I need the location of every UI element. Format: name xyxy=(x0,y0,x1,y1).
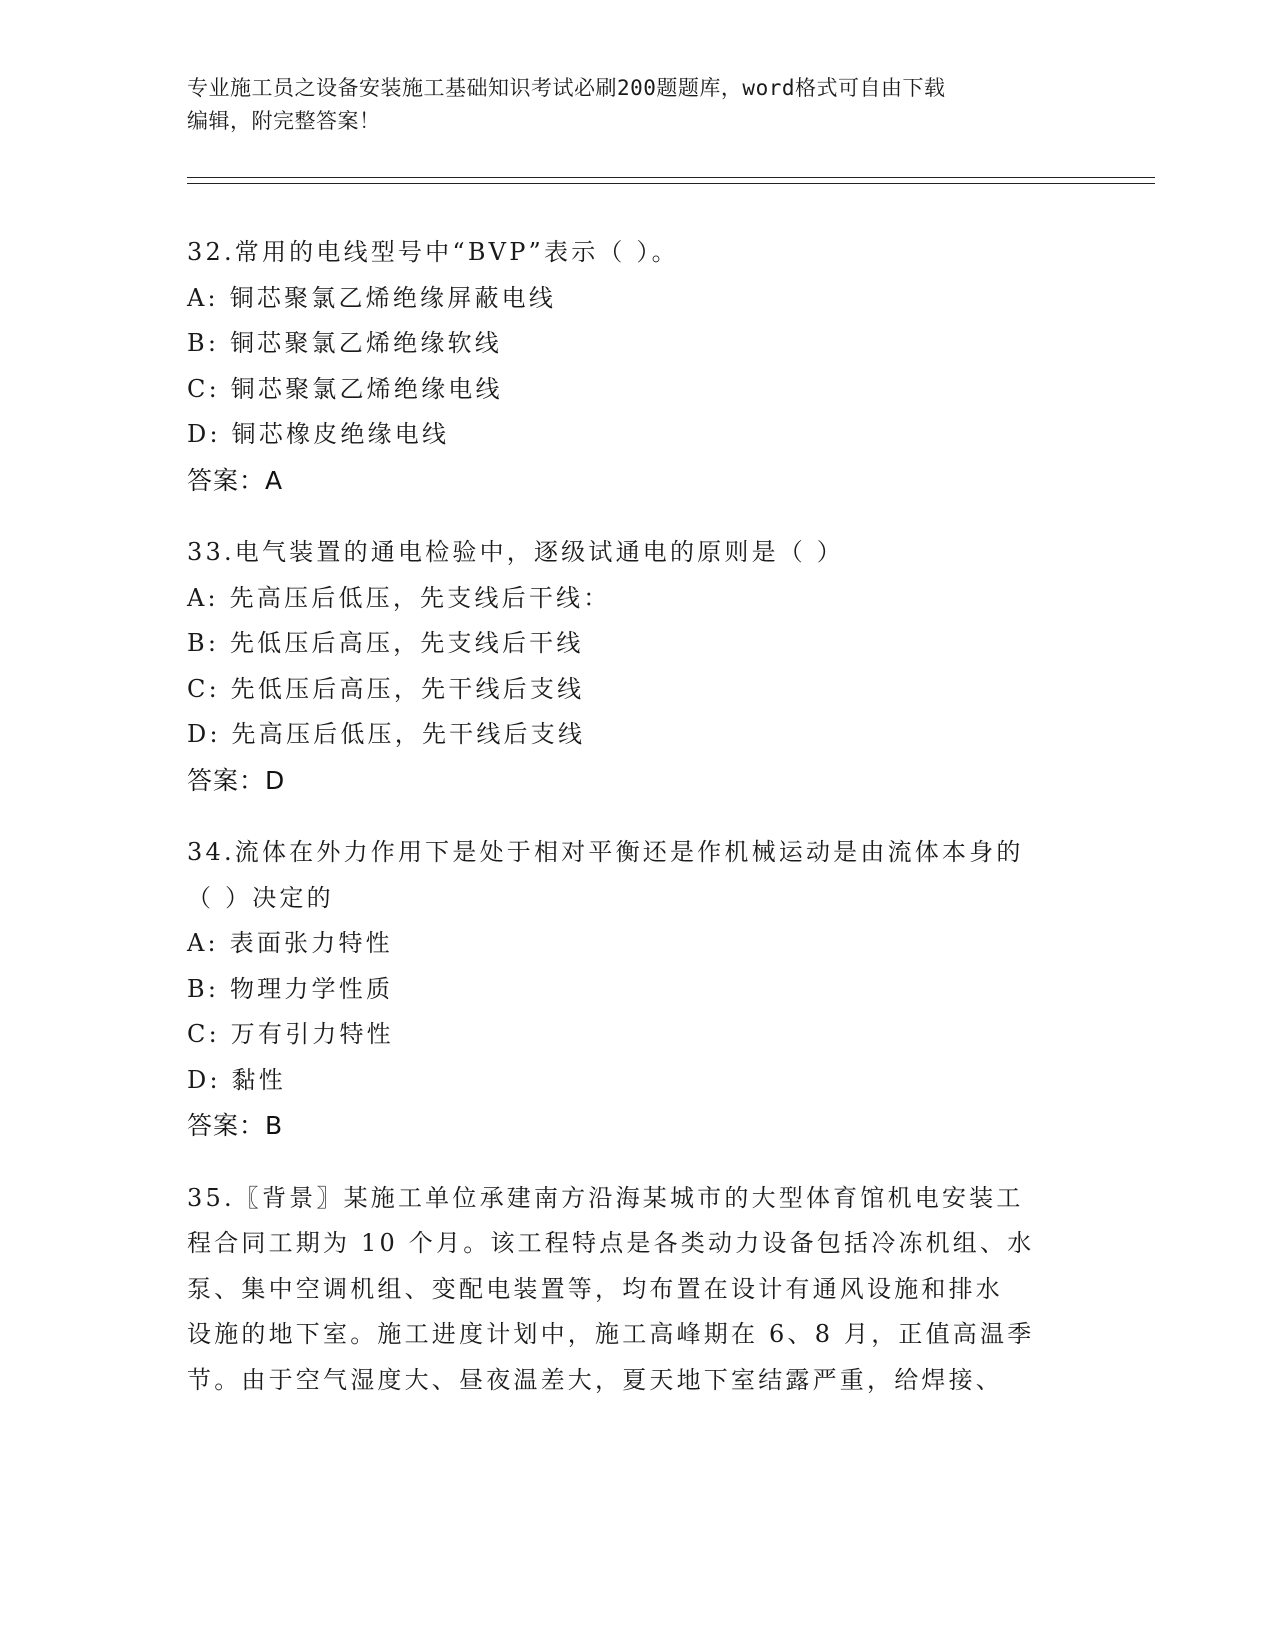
question-stem-line-2: （ ）决定的 xyxy=(187,883,334,912)
option-b: B: 先低压后高压，先支线后干线 xyxy=(187,629,584,657)
option-d: D: 先高压后低压，先干线后支线 xyxy=(187,720,586,748)
question-list xyxy=(187,230,1087,1430)
option-c: C: 先低压后高压，先干线后支线 xyxy=(187,674,585,703)
option-d: D: 铜芯橡皮绝缘电线 xyxy=(187,420,450,448)
question-stem-line-1: 34.流体在外力作用下是处于相对平衡还是作机械运动是由流体本身的 xyxy=(187,838,1024,866)
background-line-3: 泵、集中空调机组、变配电装置等，均布置在设计有通风设施和排水 xyxy=(187,1274,1003,1303)
option-d: D: 黏性 xyxy=(187,1065,286,1094)
question-35 xyxy=(187,1176,1087,1404)
option-b: B: 铜芯聚氯乙烯绝缘软线 xyxy=(187,329,502,357)
answer-label: 答案：B xyxy=(187,1111,284,1140)
option-a: A: 先高压后低压，先支线后干线： xyxy=(187,583,611,612)
background-line-2: 程合同工期为 10 个月。该工程特点是各类动力设备包括冷冻机组、水 xyxy=(187,1229,1035,1257)
option-a: A: 表面张力特性 xyxy=(187,929,393,957)
background-line-4: 设施的地下室。施工进度计划中，施工高峰期在 6、8 月，正值高温季 xyxy=(187,1320,1035,1348)
header-divider-bottom xyxy=(187,183,1155,184)
background-line-1: 35.〖背景〗某施工单位承建南方沿海某城市的大型体育馆机电安装工 xyxy=(187,1183,1024,1212)
option-b: B: 物理力学性质 xyxy=(187,974,394,1003)
question-stem: 33.电气装置的通电检验中，逐级试通电的原则是（ ） xyxy=(187,538,844,566)
question-stem: 32.常用的电线型号中“BVP”表示（ ）。 xyxy=(187,238,679,266)
option-a: A: 铜芯聚氯乙烯绝缘屏蔽电线 xyxy=(187,283,557,312)
option-c: C: 万有引力特性 xyxy=(187,1020,394,1048)
header-divider-top xyxy=(187,177,1155,178)
question-33 xyxy=(187,530,1087,803)
question-32 xyxy=(187,230,1087,503)
option-c: C: 铜芯聚氯乙烯绝缘电线 xyxy=(187,374,503,403)
header-line-1: 专业施工员之设备安装施工基础知识考试必刷200题题库，word格式可自由下载 xyxy=(187,76,946,100)
answer-label: 答案：A xyxy=(187,465,284,495)
background-line-5: 节。由于空气湿度大、昼夜温差大，夏天地下室结露严重，给焊接、 xyxy=(187,1365,1003,1394)
header-line-2: 编辑，附完整答案！ xyxy=(187,109,381,133)
document-header xyxy=(187,72,1087,138)
answer-label: 答案：D xyxy=(187,765,286,795)
question-34 xyxy=(187,830,1087,1149)
